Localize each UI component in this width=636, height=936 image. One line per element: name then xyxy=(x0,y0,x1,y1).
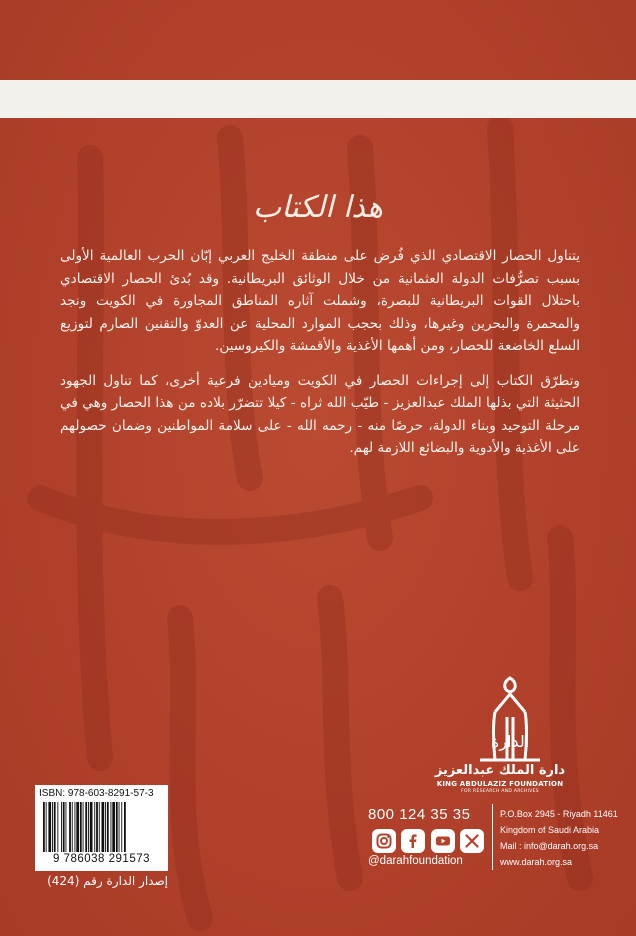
barcode-bar xyxy=(96,802,98,852)
barcode-bar xyxy=(121,802,122,852)
publisher-name-en: KING ABDULAZIZ FOUNDATION xyxy=(436,780,564,788)
barcode-bar xyxy=(43,802,45,852)
barcode-bar xyxy=(83,802,84,852)
social-handle[interactable]: @darahfoundation xyxy=(368,855,463,867)
youtube-icon[interactable] xyxy=(431,829,455,853)
barcode-bar xyxy=(72,802,73,852)
barcode-bar xyxy=(85,802,87,852)
isbn-label: ISBN: 978-603-8291-57-3 xyxy=(39,788,154,799)
publisher-name-ar: دارة الملك عبدالعزيز xyxy=(434,763,566,778)
publisher-subtitle-en: FOR RESEARCH AND ARCHIVES xyxy=(461,789,539,794)
barcode-bar xyxy=(66,802,67,852)
section-heading: هذا الكتاب xyxy=(253,190,383,225)
barcode-bar xyxy=(46,802,47,852)
barcode-bar xyxy=(69,802,71,852)
instagram-icon[interactable] xyxy=(372,829,396,853)
barcode-bar xyxy=(124,802,126,852)
description-paragraph-1: يتناول الحصار الاقتصادي الذي فُرض على منطقة الخليج العربي إبّان الحرب العالمية الأولى بسبب تصرُّفات الدولة العثمانية من خلال الوثائق البريطانية. وقد بُدئ الحصار الاقتصادي باحتلال القوات البريطانية للبصرة، وشملت آثاره المناطق المجاورة في الكويت ونجد والمحمرة والبحرين وغيرها، وذلك بحجب الموارد المحلية عن العدوّ والتقنين الصارم لتوزيع السلع الخاضعة للحصار، ومن أهمها الأغذية والأقمشة والكيروسين. xyxy=(60,248,580,354)
barcode-bar xyxy=(99,802,100,852)
barcode-bar xyxy=(94,802,95,852)
barcode-bar xyxy=(90,802,93,852)
issue-number: إصدار الدارة رقم (424) xyxy=(47,874,168,888)
social-links xyxy=(372,829,484,853)
barcode-bar xyxy=(63,802,65,852)
barcode-bar xyxy=(75,802,76,852)
phone-number[interactable]: 800 124 35 35 xyxy=(368,806,471,823)
barcode-bar xyxy=(119,802,120,852)
barcode-bar xyxy=(107,802,109,852)
contact-divider xyxy=(492,804,493,870)
barcode-digits: 9 786038 291573 xyxy=(52,853,151,865)
barcode-bar xyxy=(112,802,115,852)
top-white-band xyxy=(0,80,636,118)
contact-info xyxy=(500,806,630,870)
barcode-bar xyxy=(76,802,79,852)
barcode-bar xyxy=(57,802,58,852)
barcode-bar xyxy=(102,802,105,852)
barcode-bar xyxy=(48,802,51,852)
contact-pobox: P.O.Box 2945 - Riyadh 11461 xyxy=(500,809,618,819)
barcode-bar xyxy=(54,802,56,852)
barcode-bar xyxy=(105,802,106,852)
contact-mail[interactable]: Mail : info@darah.org.sa xyxy=(500,841,599,851)
contact-country: Kingdom of Saudi Arabia xyxy=(500,825,600,835)
barcode-bar xyxy=(80,802,82,852)
barcode-bar xyxy=(111,802,112,852)
barcode-bar xyxy=(52,802,53,852)
x-icon[interactable] xyxy=(460,829,484,853)
book-description xyxy=(60,245,580,472)
barcode-bars xyxy=(41,802,162,852)
logo-wordmark: الدارة xyxy=(490,732,530,751)
description-paragraph-2: وتطرّق الكتاب إلى إجراءات الحصار في الكويت وميادين فرعية أخرى، كما تناول الجهود الحثيثة التي بذلها الملك عبدالعزيز - طيّب الله ثراه - كيلا تتضرّر بلاده من هذا الحصار وهي في مرحلة التوحيد وبناء الدولة، حرصًا منه - رحمه الله - على سلامة المواطنين وضمان حصولهم على الأغذية والأدوية والبضائع اللازمة لهم. xyxy=(60,372,580,456)
isbn-barcode xyxy=(35,785,168,871)
contact-web[interactable]: www.darah.org.sa xyxy=(500,857,573,867)
barcode-bar xyxy=(116,802,118,852)
barcode-bar xyxy=(61,802,62,852)
darah-logo xyxy=(455,672,565,772)
barcode-bar xyxy=(88,802,89,852)
facebook-icon[interactable] xyxy=(401,829,425,853)
